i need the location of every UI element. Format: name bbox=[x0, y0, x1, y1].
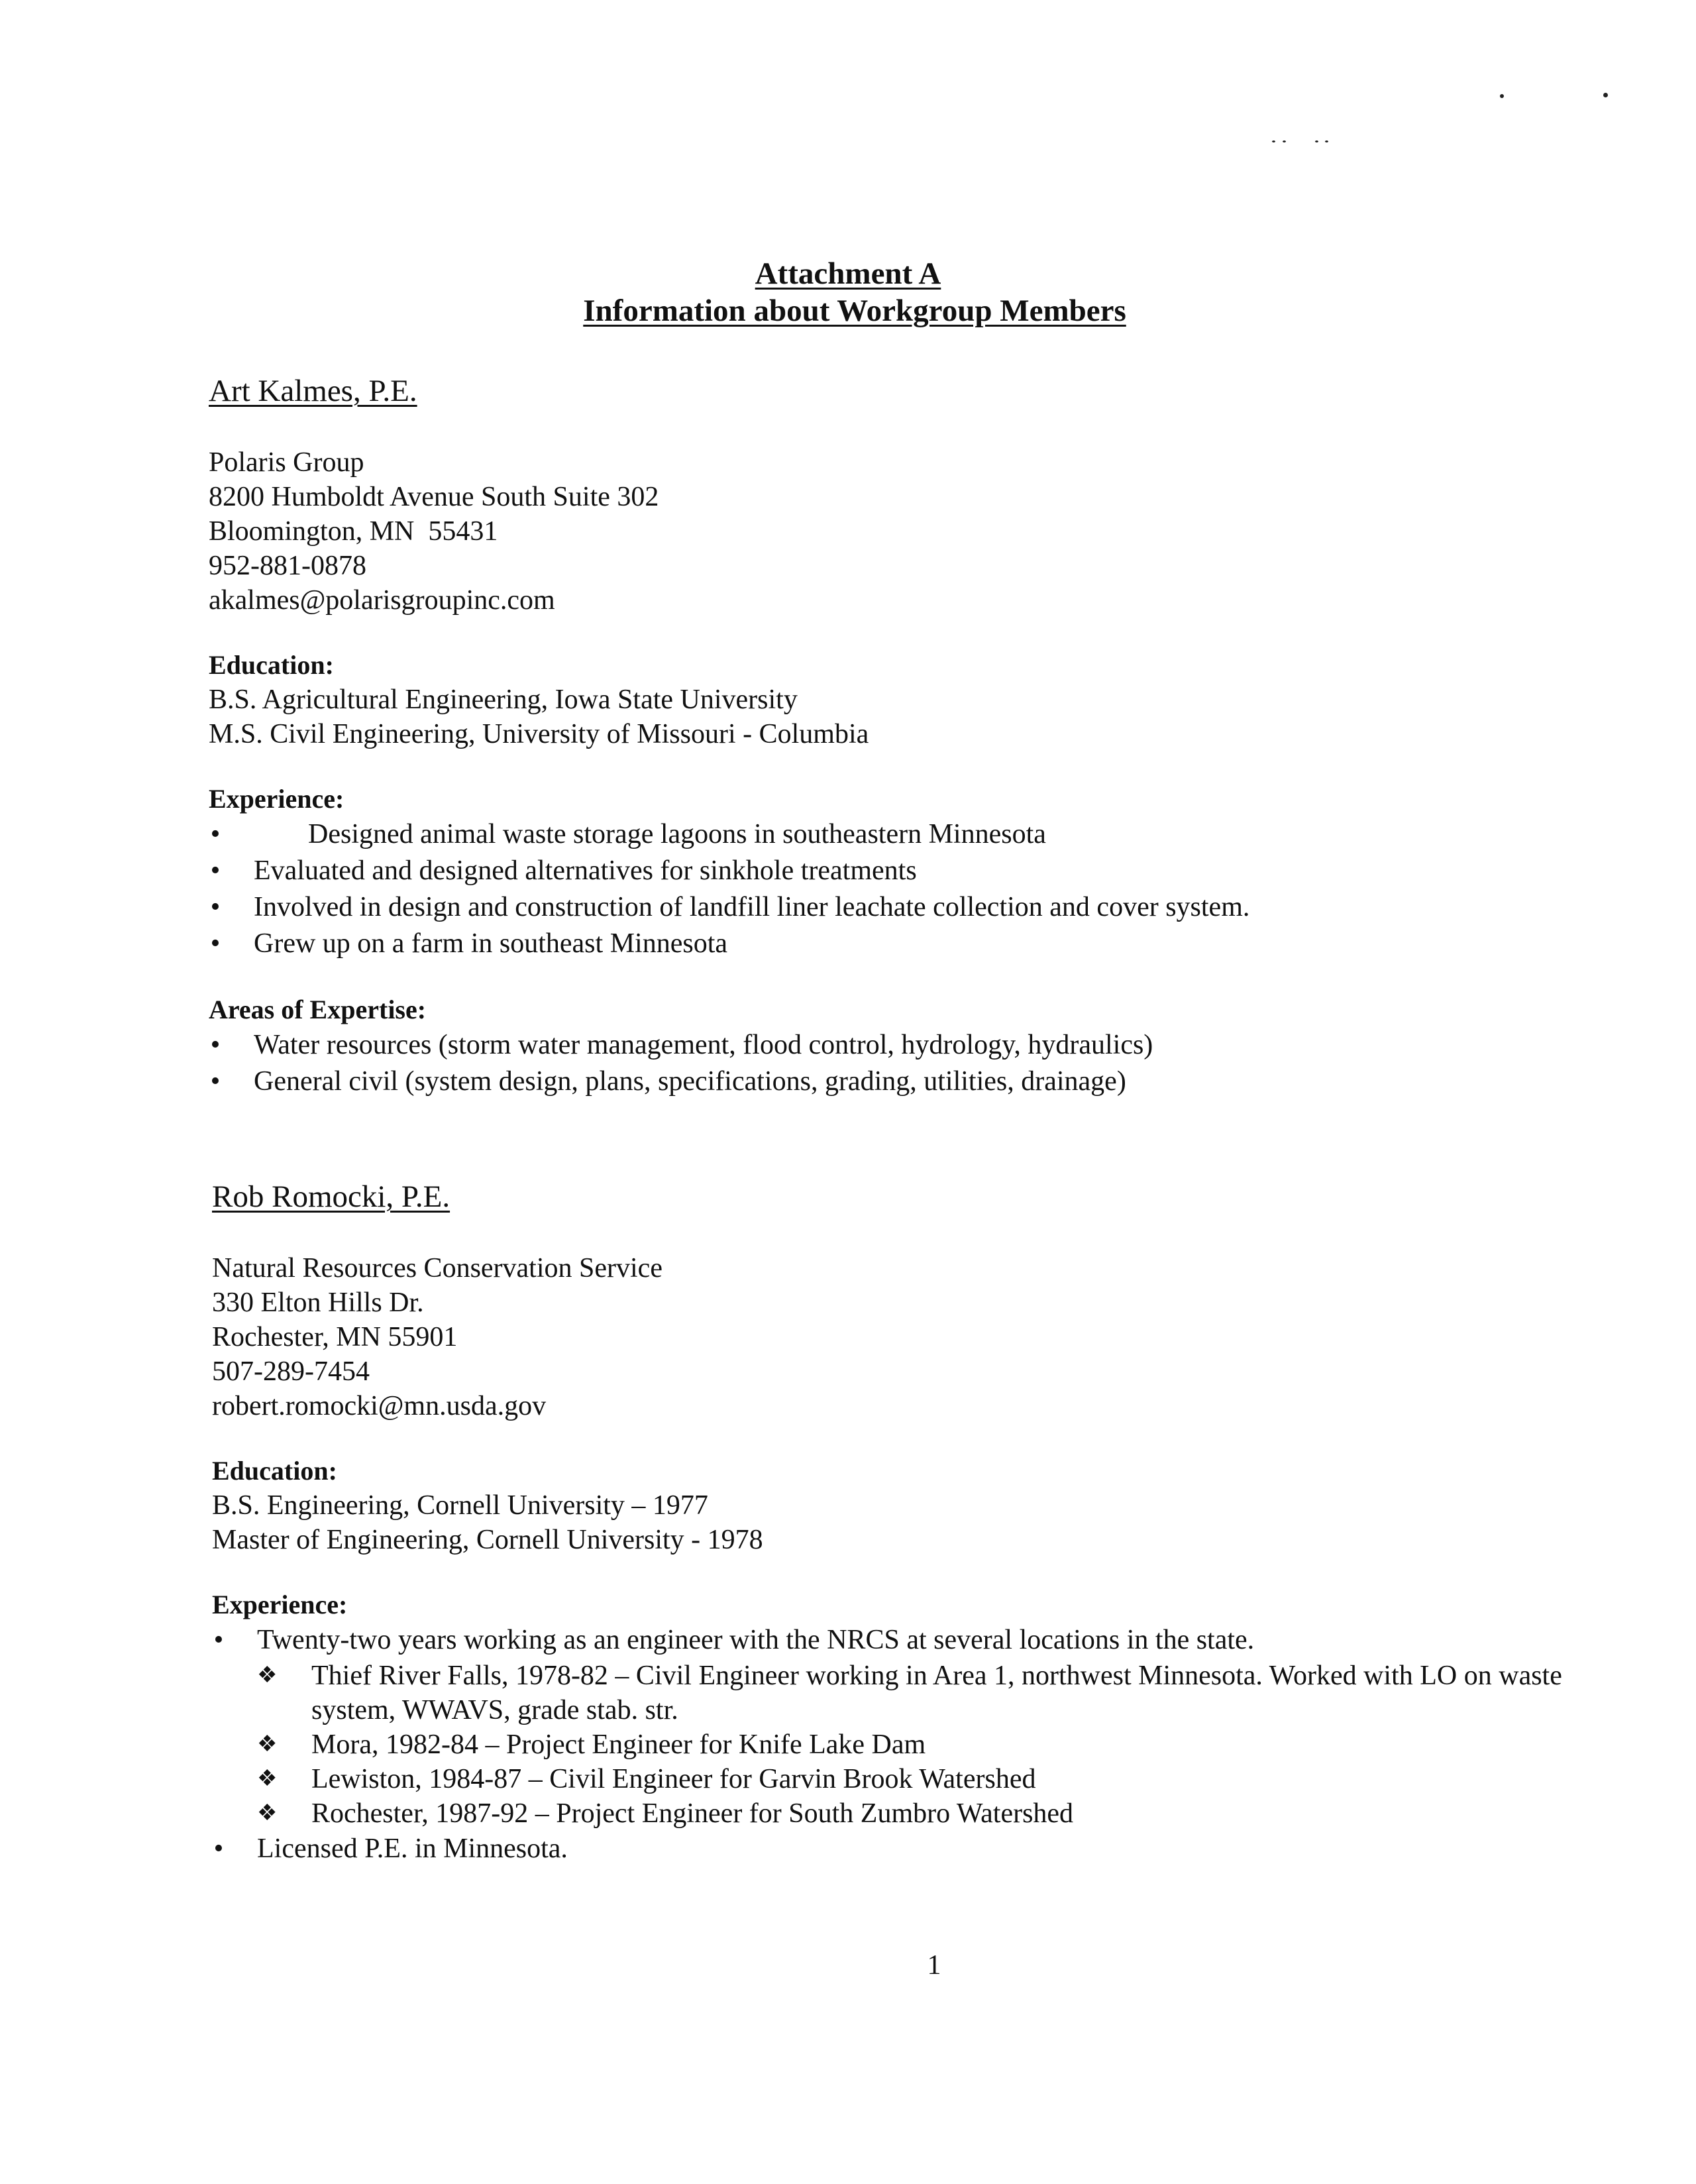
list-item bbox=[209, 1027, 1600, 1064]
member-name: Rob Romocki, P.E. bbox=[212, 1179, 450, 1214]
education-item: B.S. Agricultural Engineering, Iowa State University bbox=[209, 684, 798, 715]
diamond-bullet-icon: ❖ bbox=[257, 1732, 278, 1757]
bullet-icon: • bbox=[210, 892, 221, 922]
list-item bbox=[209, 853, 1600, 889]
bullet-icon: • bbox=[213, 1833, 224, 1864]
experience-list bbox=[209, 816, 1600, 962]
sub-list-item-text: Mora, 1982-84 – Project Engineer for Knife Lake Dam bbox=[311, 1729, 926, 1760]
experience-sub-list bbox=[212, 1659, 1603, 1831]
bullet-icon: • bbox=[210, 1066, 221, 1097]
street-address: 8200 Humboldt Avenue South Suite 302 bbox=[209, 482, 659, 512]
sub-list-item-text: Rochester, 1987-92 – Project Engineer for South Zumbro Watershed bbox=[311, 1798, 1074, 1829]
contact-block bbox=[212, 1251, 1603, 1423]
list-item-text: Involved in design and construction of landfill liner leachate collection and cover system. bbox=[254, 892, 1250, 922]
scan-speck bbox=[1272, 140, 1275, 142]
education-section bbox=[209, 648, 1600, 751]
city-state-zip: Bloomington, MN 55431 bbox=[209, 516, 498, 547]
list-item-text: Twenty-two years working as an engineer with the NRCS at several locations in the state. bbox=[257, 1625, 1255, 1655]
scan-speck bbox=[1315, 140, 1318, 142]
organization: Natural Resources Conservation Service bbox=[212, 1253, 662, 1283]
scan-speck bbox=[1325, 140, 1328, 142]
expertise-list bbox=[209, 1027, 1600, 1100]
experience-list bbox=[212, 1622, 1603, 1659]
organization: Polaris Group bbox=[209, 447, 364, 478]
sub-list-item bbox=[212, 1796, 1603, 1831]
member-name: Art Kalmes, P.E. bbox=[209, 374, 417, 408]
title-line-1: Attachment A bbox=[755, 256, 941, 291]
page-number: 1 bbox=[927, 1950, 941, 1981]
expertise-heading: Areas of Expertise: bbox=[209, 995, 427, 1024]
experience-heading: Experience: bbox=[209, 784, 344, 814]
diamond-bullet-icon: ❖ bbox=[257, 1767, 278, 1791]
email-address: akalmes@polarisgroupinc.com bbox=[209, 585, 555, 616]
sub-list-item bbox=[212, 1762, 1603, 1796]
bullet-icon: • bbox=[213, 1625, 224, 1655]
list-item-text: General civil (system design, plans, specifications, grading, utilities, drainage) bbox=[254, 1066, 1126, 1097]
list-item bbox=[212, 1622, 1603, 1659]
scan-speck bbox=[1603, 93, 1608, 97]
list-item bbox=[209, 1064, 1600, 1100]
city-state-zip: Rochester, MN 55901 bbox=[212, 1322, 458, 1352]
experience-heading: Experience: bbox=[212, 1590, 348, 1619]
document-title bbox=[0, 255, 1696, 329]
sub-list-item bbox=[212, 1727, 1603, 1762]
list-item-text: Grew up on a farm in southeast Minnesota bbox=[254, 928, 728, 959]
education-heading: Education: bbox=[212, 1456, 337, 1486]
phone-number: 507-289-7454 bbox=[212, 1356, 370, 1387]
education-item: B.S. Engineering, Cornell University – 1977 bbox=[212, 1490, 708, 1521]
list-item-text: Designed animal waste storage lagoons in southeastern Minnesota bbox=[308, 819, 1046, 849]
street-address: 330 Elton Hills Dr. bbox=[212, 1287, 424, 1318]
education-section bbox=[212, 1454, 1603, 1557]
sub-list-item bbox=[212, 1659, 1603, 1727]
education-heading: Education: bbox=[209, 650, 334, 680]
bullet-icon: • bbox=[210, 819, 221, 849]
bullet-icon: • bbox=[210, 1030, 221, 1060]
list-item-text: Evaluated and designed alternatives for sinkhole treatments bbox=[254, 855, 917, 886]
list-item bbox=[212, 1831, 1603, 1867]
list-item bbox=[209, 889, 1600, 926]
sub-list-item-text: Thief River Falls, 1978-82 – Civil Engineer working in Area 1, northwest Minnesota. Worked with LO on waste system, WWAVS, grade stab. str. bbox=[311, 1661, 1562, 1725]
expertise-section bbox=[209, 993, 1600, 1100]
education-item: M.S. Civil Engineering, University of Missouri - Columbia bbox=[209, 719, 869, 749]
sub-list-item-text: Lewiston, 1984-87 – Civil Engineer for Garvin Brook Watershed bbox=[311, 1764, 1036, 1794]
member-art-kalmes bbox=[209, 372, 1600, 1100]
list-item bbox=[209, 816, 1600, 853]
email-address: robert.romocki@mn.usda.gov bbox=[212, 1391, 547, 1421]
list-item bbox=[209, 926, 1600, 962]
experience-section bbox=[212, 1588, 1603, 1867]
contact-block bbox=[209, 445, 1600, 618]
diamond-bullet-icon: ❖ bbox=[257, 1663, 278, 1688]
bullet-icon: • bbox=[210, 928, 221, 959]
scan-speck bbox=[1283, 140, 1286, 142]
title-line-2: Information about Workgroup Members bbox=[583, 294, 1126, 328]
list-item-text: Water resources (storm water management, flood control, hydrology, hydraulics) bbox=[254, 1030, 1153, 1060]
experience-section bbox=[209, 782, 1600, 962]
education-item: Master of Engineering, Cornell University - 1978 bbox=[212, 1525, 763, 1555]
phone-number: 952-881-0878 bbox=[209, 551, 366, 581]
scan-speck bbox=[1500, 94, 1504, 98]
member-rob-romocki bbox=[212, 1178, 1603, 1867]
experience-list-end bbox=[212, 1831, 1603, 1867]
diamond-bullet-icon: ❖ bbox=[257, 1801, 278, 1826]
list-item-text: Licensed P.E. in Minnesota. bbox=[257, 1833, 568, 1864]
bullet-icon: • bbox=[210, 855, 221, 886]
